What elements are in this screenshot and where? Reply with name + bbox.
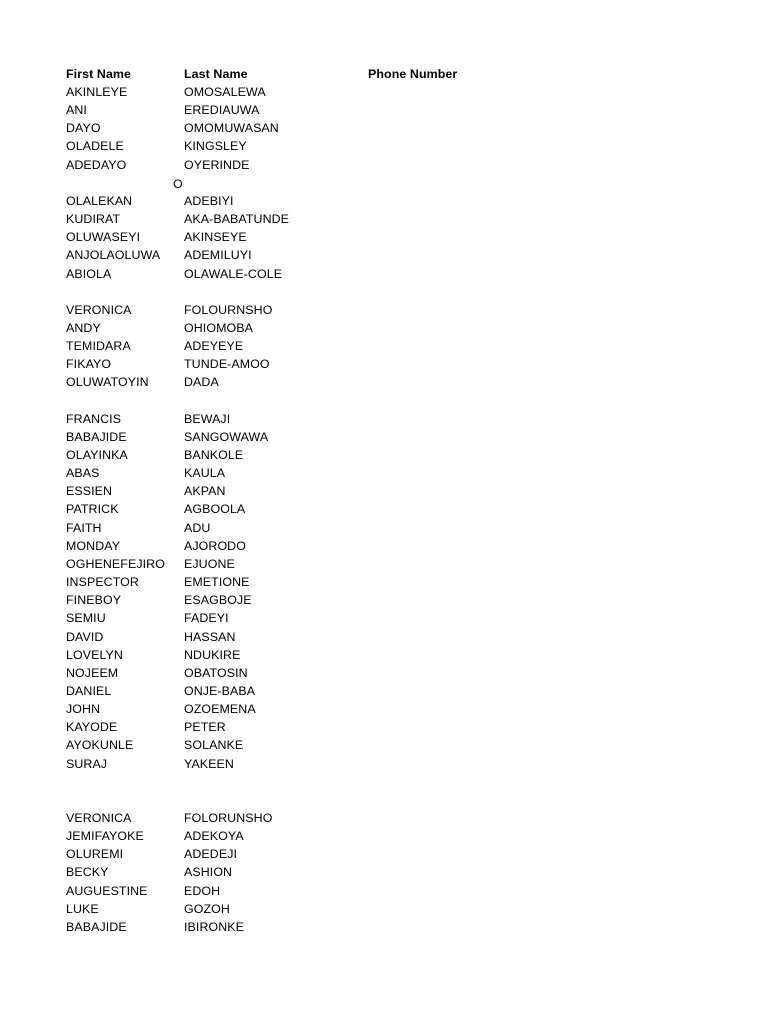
last-name-cell: SOLANKE: [184, 738, 244, 752]
last-name-cell: FOLOURNSHO: [184, 303, 273, 317]
last-name-cell: OYERINDE: [184, 158, 250, 172]
first-name-cell: AKINLEYE: [66, 85, 128, 99]
last-name-cell: OBATOSIN: [184, 666, 248, 680]
last-name-cell: AGBOOLA: [184, 502, 246, 516]
stray-cell-text: O: [173, 177, 183, 191]
last-name-cell: ADEKOYA: [184, 829, 244, 843]
first-name-cell: NOJEEM: [66, 666, 119, 680]
last-name-cell: TUNDE-AMOO: [184, 357, 270, 371]
first-name-cell: BECKY: [66, 865, 109, 879]
last-name-cell: BANKOLE: [184, 448, 244, 462]
last-name-cell: ADU: [184, 521, 211, 535]
last-name-cell: NDUKIRE: [184, 648, 241, 662]
header-last-name: Last Name: [184, 67, 248, 81]
first-name-cell: ANDY: [66, 321, 101, 335]
first-name-cell: KUDIRAT: [66, 212, 121, 226]
first-name-cell: MONDAY: [66, 539, 121, 553]
last-name-cell: EREDIAUWA: [184, 103, 260, 117]
last-name-cell: IBIRONKE: [184, 920, 245, 934]
first-name-cell: VERONICA: [66, 303, 132, 317]
first-name-cell: ABIOLA: [66, 267, 112, 281]
first-name-cell: OLUWASEYI: [66, 230, 141, 244]
first-name-cell: ANJOLAOLUWA: [66, 248, 161, 262]
first-name-cell: OLADELE: [66, 139, 124, 153]
first-name-cell: DAVID: [66, 630, 104, 644]
first-name-cell: VERONICA: [66, 811, 132, 825]
first-name-cell: OGHENEFEJIRO: [66, 557, 165, 571]
first-name-cell: JOHN: [66, 702, 101, 716]
first-name-cell: LUKE: [66, 902, 99, 916]
last-name-cell: YAKEEN: [184, 757, 234, 771]
first-name-cell: BABAJIDE: [66, 430, 127, 444]
last-name-cell: AJORODO: [184, 539, 246, 553]
last-name-cell: BEWAJI: [184, 412, 231, 426]
first-name-cell: FINEBOY: [66, 593, 122, 607]
first-name-cell: AUGUESTINE: [66, 884, 148, 898]
last-name-cell: HASSAN: [184, 630, 236, 644]
last-name-cell: ASHION: [184, 865, 233, 879]
last-name-cell: ADEMILUYI: [184, 248, 252, 262]
last-name-cell: ESAGBOJE: [184, 593, 252, 607]
first-name-cell: OLALEKAN: [66, 194, 133, 208]
last-name-cell: OMOSALEWA: [184, 85, 266, 99]
last-name-cell: ADEDEJI: [184, 847, 238, 861]
last-name-cell: OHIOMOBA: [184, 321, 253, 335]
first-name-cell: KAYODE: [66, 720, 118, 734]
first-name-cell: FRANCIS: [66, 412, 122, 426]
first-name-cell: ANI: [66, 103, 87, 117]
first-name-cell: SURAJ: [66, 757, 108, 771]
first-name-cell: DAYO: [66, 121, 101, 135]
last-name-cell: AKPAN: [184, 484, 226, 498]
header-first-name: First Name: [66, 67, 132, 81]
last-name-cell: ADEBIYI: [184, 194, 234, 208]
last-name-cell: KINGSLEY: [184, 139, 247, 153]
first-name-cell: TEMIDARA: [66, 339, 131, 353]
first-name-cell: OLAYINKA: [66, 448, 128, 462]
last-name-cell: PETER: [184, 720, 226, 734]
last-name-cell: FADEYI: [184, 611, 229, 625]
first-name-cell: BABAJIDE: [66, 920, 127, 934]
first-name-cell: DANIEL: [66, 684, 112, 698]
last-name-cell: ONJE-BABA: [184, 684, 256, 698]
first-name-cell: AYOKUNLE: [66, 738, 134, 752]
last-name-cell: AKA-BABATUNDE: [184, 212, 290, 226]
header-phone-number: Phone Number: [368, 67, 458, 81]
last-name-cell: OMOMUWASAN: [184, 121, 279, 135]
first-name-cell: OLUWATOYIN: [66, 375, 149, 389]
last-name-cell: EJUONE: [184, 557, 235, 571]
last-name-cell: OLAWALE-COLE: [184, 267, 283, 281]
last-name-cell: OZOEMENA: [184, 702, 256, 716]
first-name-cell: LOVELYN: [66, 648, 123, 662]
last-name-cell: DADA: [184, 375, 219, 389]
first-name-cell: JEMIFAYOKE: [66, 829, 144, 843]
last-name-cell: ADEYEYE: [184, 339, 244, 353]
last-name-cell: SANGOWAWA: [184, 430, 269, 444]
last-name-cell: FOLORUNSHO: [184, 811, 273, 825]
first-name-cell: PATRICK: [66, 502, 119, 516]
last-name-cell: EMETIONE: [184, 575, 250, 589]
first-name-cell: FIKAYO: [66, 357, 112, 371]
last-name-cell: AKINSEYE: [184, 230, 247, 244]
first-name-cell: ESSIEN: [66, 484, 113, 498]
first-name-cell: SEMIU: [66, 611, 106, 625]
first-name-cell: OLUREMI: [66, 847, 124, 861]
first-name-cell: INSPECTOR: [66, 575, 139, 589]
first-name-cell: ADEDAYO: [66, 158, 127, 172]
last-name-cell: GOZOH: [184, 902, 230, 916]
last-name-cell: KAULA: [184, 466, 226, 480]
first-name-cell: ABAS: [66, 466, 100, 480]
last-name-cell: EDOH: [184, 884, 221, 898]
first-name-cell: FAITH: [66, 521, 102, 535]
